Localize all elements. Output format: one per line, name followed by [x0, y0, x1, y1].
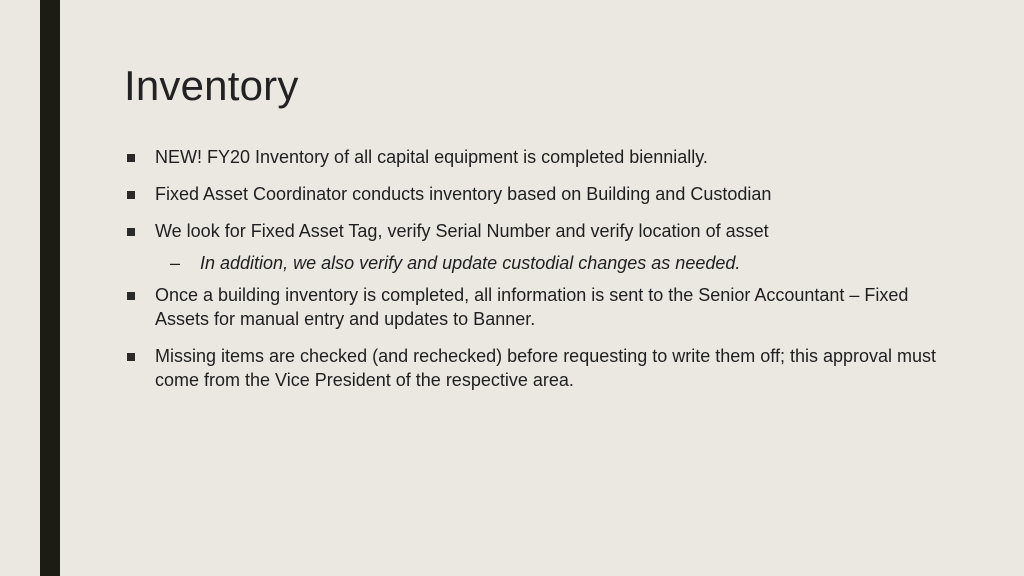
- bullet-list: [124, 145, 944, 405]
- slide-title: Inventory: [124, 62, 299, 109]
- sub-bullet-list: [155, 251, 944, 275]
- bullet-item: [124, 182, 944, 206]
- bullet-text: We look for Fixed Asset Tag, verify Serial Number and verify location of asset: [155, 221, 769, 241]
- square-bullet-icon: [127, 191, 135, 199]
- bullet-item: [124, 219, 944, 275]
- square-bullet-icon: [127, 292, 135, 300]
- bullet-text: Missing items are checked (and rechecked) before requesting to write them off; this approval must come from the Vice President of the respective area.: [155, 346, 937, 390]
- bullet-item: [124, 145, 944, 169]
- square-bullet-icon: [127, 228, 135, 236]
- bullet-text: Fixed Asset Coordinator conducts inventory based on Building and Custodian: [155, 184, 772, 204]
- bullet-item: [124, 344, 944, 392]
- left-accent-bar: [40, 0, 60, 576]
- square-bullet-icon: [127, 154, 135, 162]
- bullet-item: [124, 283, 944, 331]
- dash-bullet-icon: –: [170, 253, 181, 273]
- sub-bullet-item: [155, 251, 944, 275]
- sub-bullet-text: In addition, we also verify and update custodial changes as needed.: [200, 253, 741, 273]
- square-bullet-icon: [127, 353, 135, 361]
- bullet-text: NEW! FY20 Inventory of all capital equipment is completed biennially.: [155, 147, 708, 167]
- slide-content: [124, 0, 984, 576]
- bullet-text: Once a building inventory is completed, all information is sent to the Senior Accountant – Fixed Assets for manual entry and updates to Banner.: [155, 285, 909, 329]
